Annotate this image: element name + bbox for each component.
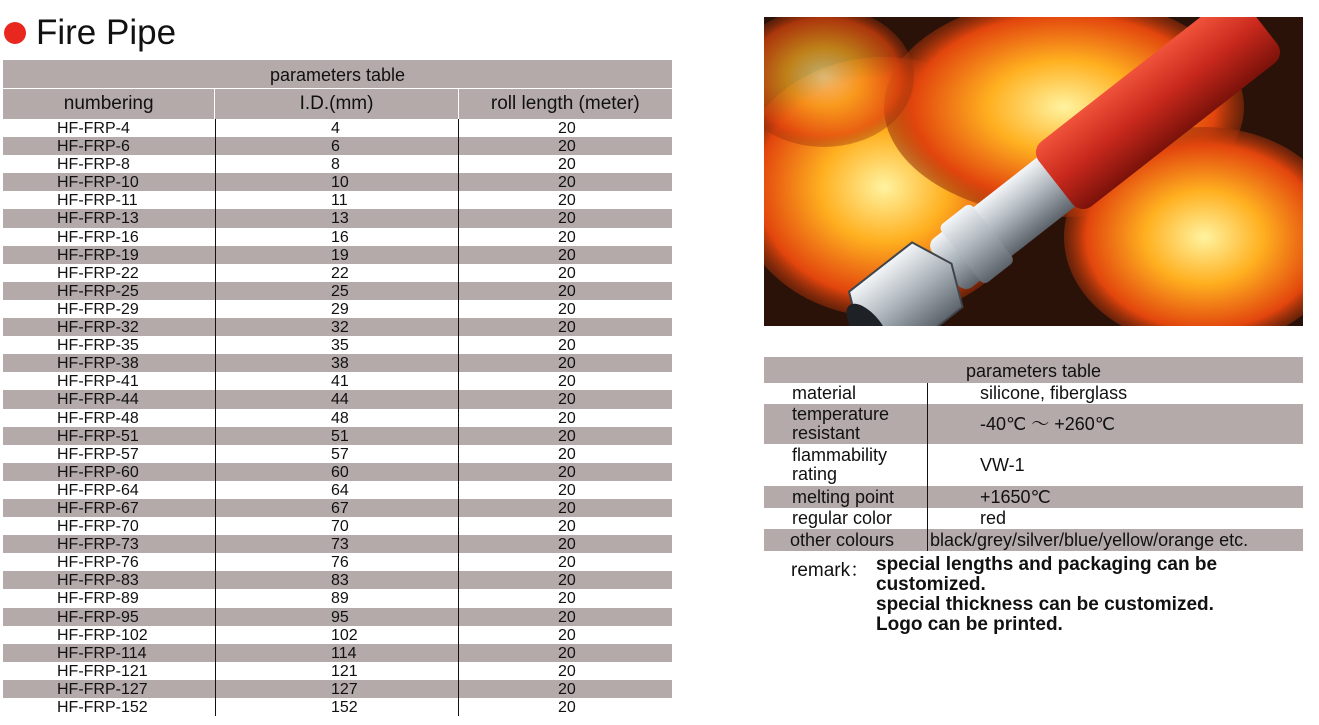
- cell-numbering: HF-FRP-41: [57, 373, 139, 391]
- cell-roll-length: 20: [458, 318, 672, 336]
- cell-roll-length: 20: [458, 499, 672, 517]
- param-value: +1650℃: [980, 486, 1051, 507]
- cell-id: 102: [215, 626, 458, 644]
- param-key: regular color: [764, 508, 928, 529]
- table-row: [3, 553, 672, 571]
- table-row: [3, 608, 672, 626]
- cell-id: 11: [215, 191, 458, 209]
- cell-id: 121: [215, 662, 458, 680]
- param-value: black/grey/silver/blue/yellow/orange etc.: [930, 529, 1249, 550]
- column-header-roll-length: roll length (meter): [458, 89, 672, 119]
- table-row: [3, 209, 672, 227]
- param-value: VW-1: [980, 454, 1025, 475]
- cell-id: 95: [215, 608, 458, 626]
- cell-numbering: HF-FRP-152: [57, 699, 148, 716]
- cell-roll-length: 20: [458, 535, 672, 553]
- cell-roll-length: 20: [458, 300, 672, 318]
- cell-roll-length: 20: [458, 463, 672, 481]
- cell-id: 8: [215, 155, 458, 173]
- table-row: [3, 354, 672, 372]
- table-row: [3, 662, 672, 680]
- cell-numbering: HF-FRP-8: [57, 156, 130, 174]
- table-row: [3, 427, 672, 445]
- cell-roll-length: 20: [458, 336, 672, 354]
- bullet-dot-icon: [4, 22, 26, 44]
- column-header-id: I.D.(mm): [214, 89, 457, 119]
- table-row: [3, 589, 672, 607]
- table-body: [3, 119, 672, 716]
- cell-numbering: HF-FRP-60: [57, 463, 139, 481]
- param-row-material: [764, 383, 1303, 404]
- remark-line: special lengths and packaging can be customized.: [876, 554, 1218, 595]
- cell-roll-length: 20: [458, 553, 672, 571]
- table-row: [3, 644, 672, 662]
- cell-numbering: HF-FRP-10: [57, 174, 139, 192]
- cell-id: 4: [215, 119, 458, 137]
- cell-numbering: HF-FRP-19: [57, 246, 139, 264]
- cell-numbering: HF-FRP-121: [57, 662, 148, 680]
- cell-roll-length: 20: [458, 427, 672, 445]
- param-key: melting point: [764, 486, 928, 508]
- cell-roll-length: 20: [458, 173, 672, 191]
- cell-id: 6: [215, 137, 458, 155]
- cell-id: 83: [215, 571, 458, 589]
- cell-numbering: HF-FRP-38: [57, 355, 139, 373]
- cell-numbering: HF-FRP-102: [57, 626, 148, 644]
- param-row-temperature: [764, 404, 1303, 444]
- param-key: flammability rating: [764, 444, 928, 486]
- cell-numbering: HF-FRP-57: [57, 445, 139, 463]
- cell-id: 16: [215, 228, 458, 246]
- cell-roll-length: 20: [458, 390, 672, 408]
- table-row: [3, 173, 672, 191]
- cell-id: 57: [215, 445, 458, 463]
- cell-id: 10: [215, 173, 458, 191]
- cell-roll-length: 20: [458, 191, 672, 209]
- remark-line: Logo can be printed.: [876, 614, 1063, 635]
- table-column-headers: [3, 88, 672, 119]
- cell-id: 70: [215, 517, 458, 535]
- table-row: [3, 228, 672, 246]
- cell-id: 48: [215, 409, 458, 427]
- param-row-other-colours: [764, 529, 1303, 551]
- cell-numbering: HF-FRP-11: [57, 192, 138, 210]
- cell-roll-length: 20: [458, 246, 672, 264]
- cell-id: 76: [215, 553, 458, 571]
- table-row: [3, 300, 672, 318]
- fire-hose-illustration: [764, 17, 1303, 326]
- table-heading: parameters table: [3, 60, 672, 88]
- table-row: [3, 318, 672, 336]
- cell-id: 64: [215, 481, 458, 499]
- table-row: [3, 264, 672, 282]
- table-row: [3, 481, 672, 499]
- param-value: silicone, fiberglass: [980, 383, 1128, 403]
- cell-roll-length: 20: [458, 409, 672, 427]
- cell-numbering: HF-FRP-29: [57, 300, 139, 318]
- cell-numbering: HF-FRP-64: [57, 481, 139, 499]
- cell-id: 22: [215, 264, 458, 282]
- cell-roll-length: 20: [458, 608, 672, 626]
- cell-id: 127: [215, 680, 458, 698]
- cell-roll-length: 20: [458, 445, 672, 463]
- table-row: [3, 137, 672, 155]
- param-key: other colours: [764, 529, 928, 551]
- table-row: [3, 246, 672, 264]
- cell-numbering: HF-FRP-13: [57, 210, 139, 228]
- column-header-numbering: numbering: [63, 93, 154, 114]
- cell-roll-length: 20: [458, 680, 672, 698]
- table-row: [3, 463, 672, 481]
- table-row: [3, 517, 672, 535]
- table-row: [3, 191, 672, 209]
- cell-roll-length: 20: [458, 354, 672, 372]
- cell-roll-length: 20: [458, 264, 672, 282]
- cell-id: 32: [215, 318, 458, 336]
- cell-id: 89: [215, 589, 458, 607]
- parameters-table-right: [764, 357, 1303, 551]
- cell-numbering: HF-FRP-4: [57, 120, 130, 137]
- page-title-text: Fire Pipe: [36, 13, 177, 52]
- cell-numbering: HF-FRP-73: [57, 536, 139, 554]
- cell-roll-length: 20: [458, 698, 672, 716]
- table-heading: parameters table: [764, 357, 1303, 383]
- param-row-regular-color: [764, 508, 1303, 529]
- cell-id: 152: [215, 698, 458, 716]
- cell-id: 73: [215, 535, 458, 553]
- cell-roll-length: 20: [458, 626, 672, 644]
- cell-roll-length: 20: [458, 662, 672, 680]
- cell-id: 35: [215, 336, 458, 354]
- cell-numbering: HF-FRP-114: [57, 644, 147, 662]
- cell-numbering: HF-FRP-127: [57, 680, 148, 698]
- table-row: [3, 372, 672, 390]
- remark-line: special thickness can be customized.: [876, 594, 1214, 615]
- param-key: temperature resistant: [764, 404, 928, 444]
- table-row: [3, 626, 672, 644]
- cell-numbering: HF-FRP-16: [57, 228, 139, 246]
- cell-roll-length: 20: [458, 372, 672, 390]
- cell-numbering: HF-FRP-25: [57, 282, 139, 300]
- param-row-flammability: [764, 444, 1303, 486]
- cell-roll-length: 20: [458, 517, 672, 535]
- cell-roll-length: 20: [458, 571, 672, 589]
- table-row: [3, 282, 672, 300]
- cell-id: 41: [215, 372, 458, 390]
- cell-numbering: HF-FRP-22: [57, 264, 139, 282]
- table-row: [3, 698, 672, 716]
- cell-roll-length: 20: [458, 119, 672, 137]
- param-row-melting-point: [764, 486, 1303, 508]
- cell-numbering: HF-FRP-89: [57, 590, 139, 608]
- cell-numbering: HF-FRP-48: [57, 409, 139, 427]
- table-row: [3, 571, 672, 589]
- cell-id: 38: [215, 354, 458, 372]
- cell-numbering: HF-FRP-44: [57, 391, 139, 409]
- cell-numbering: HF-FRP-83: [57, 572, 139, 590]
- cell-roll-length: 20: [458, 137, 672, 155]
- cell-roll-length: 20: [458, 481, 672, 499]
- cell-id: 51: [215, 427, 458, 445]
- parameters-table-left: [3, 60, 672, 716]
- cell-id: 44: [215, 390, 458, 408]
- cell-id: 60: [215, 463, 458, 481]
- cell-id: 114: [215, 644, 458, 662]
- cell-roll-length: 20: [458, 228, 672, 246]
- cell-id: 19: [215, 246, 458, 264]
- table-row: [3, 445, 672, 463]
- param-value: red: [980, 508, 1007, 528]
- table-row: [3, 680, 672, 698]
- page-title: [4, 12, 176, 54]
- cell-id: 29: [215, 300, 458, 318]
- table-row: [3, 119, 672, 137]
- table-row: [3, 409, 672, 427]
- cell-numbering: HF-FRP-32: [57, 319, 139, 337]
- table-row: [3, 336, 672, 354]
- cell-numbering: HF-FRP-76: [57, 554, 139, 572]
- cell-id: 67: [215, 499, 458, 517]
- table-row: [3, 155, 672, 173]
- cell-numbering: HF-FRP-35: [57, 337, 139, 355]
- cell-roll-length: 20: [458, 282, 672, 300]
- param-key: material: [764, 383, 928, 404]
- cell-numbering: HF-FRP-67: [57, 499, 139, 517]
- cell-numbering: HF-FRP-70: [57, 518, 139, 536]
- cell-id: 25: [215, 282, 458, 300]
- param-value: -40℃ ～ +260℃: [980, 413, 1115, 434]
- table-row: [3, 499, 672, 517]
- cell-numbering: HF-FRP-6: [57, 138, 130, 156]
- cell-roll-length: 20: [458, 209, 672, 227]
- remark-label: remark：: [791, 560, 870, 581]
- fire-pipe-photo: [764, 17, 1303, 326]
- cell-numbering: HF-FRP-51: [57, 427, 139, 445]
- table-row: [3, 390, 672, 408]
- table-row: [3, 535, 672, 553]
- cell-roll-length: 20: [458, 155, 672, 173]
- cell-id: 13: [215, 209, 458, 227]
- cell-numbering: HF-FRP-95: [57, 608, 139, 626]
- cell-roll-length: 20: [458, 589, 672, 607]
- cell-roll-length: 20: [458, 644, 672, 662]
